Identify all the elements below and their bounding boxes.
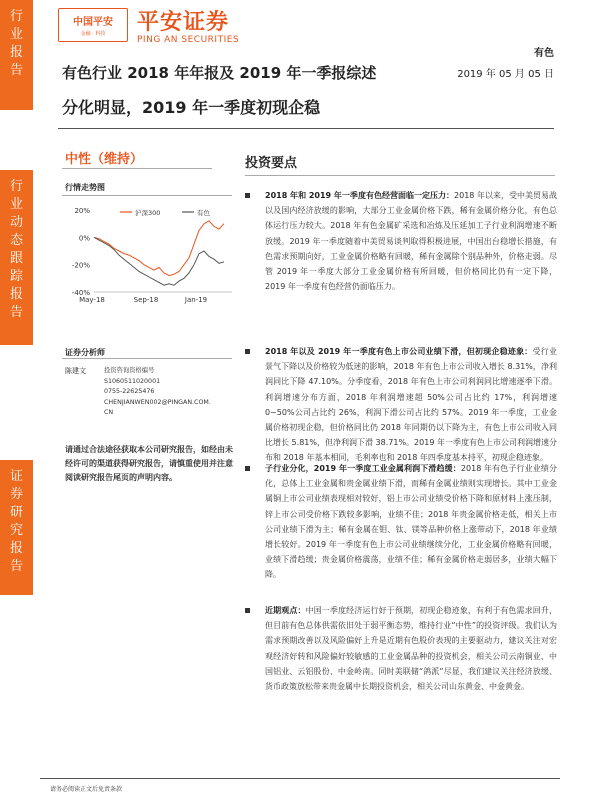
legend-label-0: 沪深300 bbox=[135, 209, 161, 217]
sidebar-section-securities-research bbox=[0, 460, 33, 595]
x-tick-label: Jan-19 bbox=[184, 296, 208, 304]
y-tick-label: -20% bbox=[71, 261, 90, 270]
rating-divider bbox=[62, 168, 212, 169]
header-divider bbox=[58, 128, 554, 129]
sidebar-char: 告 bbox=[9, 305, 23, 320]
bullet-item bbox=[245, 461, 557, 583]
sidebar-char: 报 bbox=[9, 45, 23, 60]
sidebar-char: 证 bbox=[9, 469, 23, 484]
bullet-lead: 2018 年和 2019 年一季度有色经营面临一定压力： bbox=[265, 191, 455, 200]
sidebar-char: 券 bbox=[9, 487, 23, 502]
summary-divider bbox=[245, 175, 555, 176]
series-line-0 bbox=[94, 221, 224, 276]
sidebar-char: 报 bbox=[9, 541, 23, 556]
bullet-item bbox=[245, 603, 557, 694]
series-line-1 bbox=[94, 237, 224, 285]
bullet-body: 2018 年有色子行业业绩分化，总体上工业金属和贵金属业绩下滑，而稀有金属业绩则实现增长。其中工业金属铜上市公司业绩表现相对较好，铝上市公司业绩受价格下降和原材料上涨压制，锌上市公司受价格下跌较多影响，业绩不佳；2018 年贵金属价格走低，相关上市公司业绩下滑为主；稀有金属在钼、钛、镁等品种价格上涨带动下，2018 年业绩增长较好。2019 年一季度有色上市公司业绩继续分化，工业金属价格略有回暖，业绩下滑趋缓；贵金属价格震荡，业绩不佳；稀有金属价格走弱居多，业绩大幅下降。 bbox=[265, 464, 557, 580]
y-tick-label: 0% bbox=[78, 234, 90, 243]
bullet-item bbox=[245, 344, 557, 466]
bullet-mark bbox=[245, 193, 250, 198]
ping-an-logo bbox=[58, 8, 128, 42]
legend-label-1: 有色 bbox=[197, 209, 210, 217]
bullet-body: 中国一季度经济运行好于预期，初现企稳迹象，有利于有色需求回升，但目前有色总体供需依旧处于弱平衡态势，维持行业“中性”的投资评级。我们认为需求预期改善以及风险偏好上升是近期有色股价表现的主要驱动力，建议关注对宏观经济好转和风险偏好较敏感的工业金属品种的投资机会，相关公司云南铜业、中国铝业、云铝股份、中金岭南。同时美联储“鸽派”尽显，我们建议关注经济放缓、货币政策放松带来贵金属中长期投资机会，相关公司山东黄金、中金黄金。 bbox=[265, 606, 558, 692]
trend-chart bbox=[62, 200, 237, 340]
bullet-item bbox=[245, 188, 557, 294]
analyst-cert-number: S1060511020001 bbox=[104, 377, 161, 385]
trend-chart-label: 行情走势图 bbox=[65, 183, 105, 192]
bullet-lead: 近期观点： bbox=[265, 606, 306, 615]
bullet-body: 受行业景气下降以及价格较为低迷的影响，2018 年有色上市公司收入增长 8.31%，净利润同比下降 47.10%。分季度看，2018 年有色上市公司利润同比增速逐季下滑。利润增速分布方面，2018 年利润增速超 50%公司占比约 17%，利润增速 0~50%公司占比约 26%，利润下滑公司占比约 57%。2019 年一季度，工业金属价格初现企稳，但价格同比仍 2018 年同期仍以下降为主，有色上市公司收入同比增长 5.81%，但净利润下滑 38.71%。2019 年一季度有色上市公司利润增速分布和 2018 年基本相同，毛利率也和 2018 年四季度基本持平，初现企稳迹象。 bbox=[265, 347, 558, 463]
bullet-body: 2018 年以来，受中美贸易战以及国内经济放缓的影响，大部分工业金属价格下跌，稀有金属价格分化，有色总体运行压力较大。2018 年有色金属矿采选和冶炼及压延加工子行业利润增速不断放缓。2019 年一季度随着中美贸易谈判取得积极进展，中国出台稳增长措施，有色需求预期向好，工业金属价格略有回暖，稀有金属除个别品种外，价格走弱。尽管 2019 年一季度大部分工业金属价格有所回暖，但价格同比仍有一定下降，2019 年一季度有色经营仍面临压力。 bbox=[265, 191, 558, 292]
analyst-name: 陈建文 bbox=[65, 367, 86, 375]
sidebar-char: 究 bbox=[9, 523, 23, 538]
bullet-mark bbox=[245, 608, 250, 613]
sidebar-section-tracking-report bbox=[0, 170, 33, 345]
sidebar-char: 行 bbox=[9, 9, 23, 24]
analyst-divider bbox=[62, 358, 232, 359]
sidebar-char: 报 bbox=[9, 287, 23, 302]
y-tick-label: -40% bbox=[71, 289, 90, 297]
bullet-lead: 子行业分化，2019 年一季度工业金属利润下滑趋缓： bbox=[265, 464, 461, 473]
analyst-cert-label: 投资咨询资格编号 bbox=[104, 367, 155, 374]
analyst-info bbox=[104, 366, 239, 419]
sidebar-char: 业 bbox=[9, 27, 23, 42]
trend-divider bbox=[62, 195, 232, 196]
analyst-email-cont[interactable]: CN bbox=[104, 409, 114, 416]
sector-label: 有色 bbox=[534, 48, 554, 59]
sidebar-char: 告 bbox=[9, 559, 23, 574]
report-title: 有色行业 2018 年年报及 2019 年一季报综述 bbox=[62, 64, 377, 82]
brand-name-cn: 平安证券 bbox=[137, 10, 230, 35]
sidebar-char: 业 bbox=[9, 197, 23, 212]
sidebar-char: 研 bbox=[9, 505, 23, 520]
sidebar bbox=[0, 0, 33, 800]
report-subtitle: 分化明显，2019 年一季度初现企稳 bbox=[62, 98, 321, 117]
sidebar-char: 跟 bbox=[9, 251, 23, 266]
footer-text: 请务必阅读正文后免责条款 bbox=[50, 786, 123, 793]
sidebar-section-industry-report bbox=[0, 0, 33, 110]
analyst-email[interactable]: CHENJIANWEN002@PINGAN.COM. bbox=[104, 398, 211, 406]
analyst-section-title: 证券分析师 bbox=[65, 348, 105, 357]
disclaimer: 请通过合法途径获取本公司研究报告，如经由未经许可的渠道获得研究报告，请慎重使用并注意阅读研究报告尾页的声明内容。 bbox=[65, 445, 233, 482]
x-tick-label: May-18 bbox=[79, 296, 105, 304]
rating: 中性（维持） bbox=[65, 152, 144, 167]
sidebar-char: 行 bbox=[9, 179, 23, 194]
report-date: 2019 年 05 月 05 日 bbox=[457, 69, 554, 80]
footer-divider bbox=[40, 778, 560, 779]
sidebar-char: 态 bbox=[9, 233, 23, 248]
bullet-lead: 2018 年以及 2019 年一季度有色上市公司业绩下滑，但初现企稳迹象： bbox=[265, 347, 533, 356]
logo-text: 中国平安 bbox=[73, 17, 113, 28]
sidebar-char: 告 bbox=[9, 63, 23, 78]
summary-title: 投资要点 bbox=[245, 156, 298, 171]
logo-subtext: 金融 · 科技 bbox=[80, 31, 106, 37]
brand-name-en: PING AN SECURITIES bbox=[137, 35, 240, 45]
sidebar-char: 踪 bbox=[9, 269, 23, 284]
sidebar-char: 动 bbox=[9, 215, 23, 230]
analyst-phone: 0755-22625476 bbox=[104, 388, 155, 395]
y-tick-label: 20% bbox=[74, 207, 90, 215]
x-tick-label: Sep-18 bbox=[133, 296, 159, 304]
bullet-mark bbox=[245, 466, 250, 471]
brand bbox=[137, 5, 239, 45]
bullet-mark bbox=[245, 349, 250, 354]
